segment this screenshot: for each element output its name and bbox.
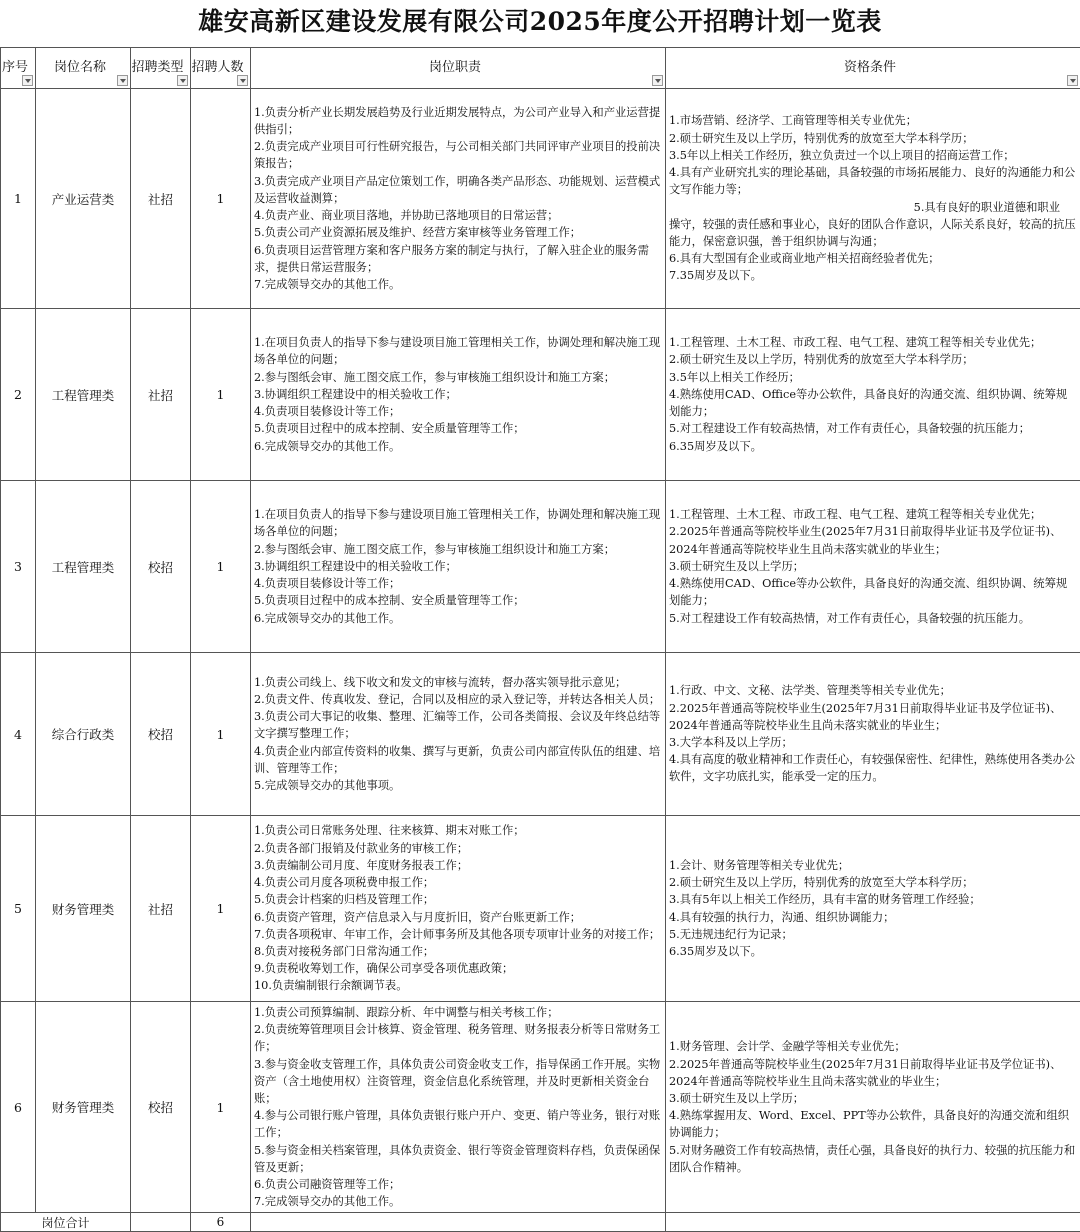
cell-no: 3 [1, 481, 36, 653]
qual-line: 1.工程管理、土木工程、市政工程、电气工程、建筑工程等相关专业优先； [669, 506, 1078, 523]
duty-line: 4.负责公司月度各项税费申报工作； [254, 874, 663, 891]
duty-line: 2.负责统筹管理项目会计核算、资金管理、税务管理、财务报表分析等日常财务工作； [254, 1021, 663, 1055]
duty-line: 5.负责项目过程中的成本控制、安全质量管理等工作； [254, 420, 663, 437]
cell-no: 2 [1, 309, 36, 481]
table-row [1, 653, 1080, 816]
filter-dropdown-icon[interactable] [652, 75, 663, 86]
duty-line: 6.负责资产管理，资产信息录入与月度折旧，资产台账更新工作； [254, 909, 663, 926]
cell-duties [251, 89, 666, 309]
cell-duties [251, 1002, 666, 1213]
qual-line: 3.具有5年以上相关工作经历，具有丰富的财务管理工作经验； [669, 891, 1078, 908]
qual-line: 2.2025年普通高等院校毕业生(2025年7月31日前取得毕业证书及学位证书)、2024年普通高等院校毕业生且尚未落实就业的毕业生； [669, 700, 1078, 734]
duty-line: 4.负责产业、商业项目落地，并协助已落地项目的日常运营； [254, 207, 663, 224]
duty-line: 7.负责各项税审、年审工作，会计师事务所及其他各项专项审计业务的对接工作； [254, 926, 663, 943]
cell-quals [666, 481, 1080, 653]
qual-line: 2.2025年普通高等院校毕业生(2025年7月31日前取得毕业证书及学位证书)、2024年普通高等院校毕业生且尚未落实就业的毕业生； [669, 1056, 1078, 1090]
header-quals-label: 资格条件 [666, 48, 1080, 88]
duty-line: 3.协调组织工程建设中的相关验收工作； [254, 386, 663, 403]
qual-line: 6.35周岁及以下。 [669, 943, 1078, 960]
duty-line: 5.负责项目过程中的成本控制、安全质量管理等工作； [254, 592, 663, 609]
header-no-label: 序号 [1, 48, 35, 88]
cell-no: 5 [1, 816, 36, 1002]
cell-quals [666, 816, 1080, 1002]
header-quals [666, 48, 1080, 89]
cell-type: 校招 [131, 653, 191, 816]
duty-line: 7.完成领导交办的其他工作。 [254, 276, 663, 293]
header-row [1, 48, 1080, 89]
header-duties-label: 岗位职责 [251, 48, 665, 88]
duty-line: 2.负责完成产业项目可行性研究报告，与公司相关部门共同评审产业项目的投前决策报告； [254, 138, 663, 172]
duty-line: 3.负责编制公司月度、年度财务报表工作； [254, 857, 663, 874]
qual-line: 7.35周岁及以下。 [669, 267, 1078, 284]
header-no [1, 48, 36, 89]
filter-dropdown-icon[interactable] [177, 75, 188, 86]
duty-line: 4.负责项目装修设计等工作； [254, 575, 663, 592]
qual-line: 3.大学本科及以上学历； [669, 734, 1078, 751]
cell-duties [251, 309, 666, 481]
duty-line: 3.负责完成产业项目产品定位策划工作，明确各类产品形态、功能规划、运营模式及运营收益测算； [254, 173, 663, 207]
duty-line: 2.参与图纸会审、施工图交底工作，参与审核施工组织设计和施工方案； [254, 541, 663, 558]
duty-line: 4.负责企业内部宣传资料的收集、撰写与更新，负责公司内部宣传队伍的组建、培训、管理等工作； [254, 743, 663, 777]
qual-line: 5.无违规违纪行为记录； [669, 926, 1078, 943]
qual-line: 3.5年以上相关工作经历； [669, 369, 1078, 386]
qual-line: 1.行政、中文、文秘、法学类、管理类等相关专业优先； [669, 682, 1078, 699]
cell-name: 工程管理类 [36, 309, 131, 481]
cell-name: 财务管理类 [36, 816, 131, 1002]
qual-line: 3.硕士研究生及以上学历； [669, 558, 1078, 575]
total-empty-quals [666, 1213, 1080, 1232]
cell-name: 工程管理类 [36, 481, 131, 653]
filter-dropdown-icon[interactable] [237, 75, 248, 86]
duty-line: 6.完成领导交办的其他工作。 [254, 438, 663, 455]
cell-count: 1 [191, 1002, 251, 1213]
duty-line: 5.负责公司产业资源拓展及维护、经营方案审核等业务管理工作； [254, 224, 663, 241]
duty-line: 3.协调组织工程建设中的相关验收工作； [254, 558, 663, 575]
cell-count: 1 [191, 816, 251, 1002]
cell-count: 1 [191, 309, 251, 481]
qual-line: 2.2025年普通高等院校毕业生(2025年7月31日前取得毕业证书及学位证书)、2024年普通高等院校毕业生且尚未落实就业的毕业生； [669, 523, 1078, 557]
qual-line: 5.具有良好的职业道德和职业 [669, 199, 1078, 216]
header-type-label: 招聘类型 [131, 48, 190, 88]
header-duties [251, 48, 666, 89]
qual-line: 3.硕士研究生及以上学历； [669, 1090, 1078, 1107]
qual-line: 1.市场营销、经济学、工商管理等相关专业优先； [669, 112, 1078, 129]
total-spacer [131, 1213, 191, 1232]
total-count: 6 [191, 1213, 251, 1232]
qual-line: 5.对工程建设工作有较高热情，对工作有责任心，具备较强的抗压能力； [669, 420, 1078, 437]
qual-line: 4.熟练掌握用友、Word、Excel、PPT等办公软件，具备良好的沟通交流和组织协调能力； [669, 1107, 1078, 1141]
cell-count: 1 [191, 89, 251, 309]
qual-line: 6.35周岁及以下。 [669, 438, 1078, 455]
duty-line: 1.负责分析产业长期发展趋势及行业近期发展特点，为公司产业导入和产业运营提供指引； [254, 104, 663, 138]
duty-line: 4.负责项目装修设计等工作； [254, 403, 663, 420]
duty-line: 1.负责公司线上、线下收文和发文的审核与流转，督办落实领导批示意见； [254, 674, 663, 691]
total-empty-duties [251, 1213, 666, 1232]
qual-line: 2.硕士研究生及以上学历，特别优秀的放宽至大学本科学历； [669, 874, 1078, 891]
cell-count: 1 [191, 653, 251, 816]
qual-line: 1.会计、财务管理等相关专业优先； [669, 857, 1078, 874]
cell-duties [251, 481, 666, 653]
qual-line: 1.财务管理、会计学、金融学等相关专业优先； [669, 1038, 1078, 1055]
filter-dropdown-icon[interactable] [117, 75, 128, 86]
header-type [131, 48, 191, 89]
duty-line: 2.负责各部门报销及付款业务的审核工作； [254, 840, 663, 857]
recruitment-plan-table [0, 47, 1080, 1232]
cell-type: 校招 [131, 481, 191, 653]
total-label: 岗位合计 [1, 1213, 131, 1232]
duty-line: 5.完成领导交办的其他事项。 [254, 777, 663, 794]
duty-line: 1.在项目负责人的指导下参与建设项目施工管理相关工作，协调处理和解决施工现场各单位的问题； [254, 334, 663, 368]
cell-name: 综合行政类 [36, 653, 131, 816]
qual-line: 操守，较强的责任感和事业心，良好的团队合作意识，人际关系良好，较高的抗压能力，保密意识强，善于组织协调与沟通； [669, 216, 1078, 250]
duty-line: 6.完成领导交办的其他工作。 [254, 610, 663, 627]
qual-line: 2.硕士研究生及以上学历，特别优秀的放宽至大学本科学历； [669, 130, 1078, 147]
cell-quals [666, 89, 1080, 309]
duty-line: 10.负责编制银行余额调节表。 [254, 977, 663, 994]
header-name [36, 48, 131, 89]
cell-duties [251, 653, 666, 816]
duty-line: 3.负责公司大事记的收集、整理、汇编等工作，公司各类简报、会议及年终总结等文字撰写整理工作； [254, 708, 663, 742]
duty-line: 1.负责公司预算编制、跟踪分析、年中调整与相关考核工作； [254, 1004, 663, 1021]
cell-no: 4 [1, 653, 36, 816]
qual-line: 4.熟练使用CAD、Office等办公软件，具备良好的沟通交流、组织协调、统筹规划能力； [669, 575, 1078, 609]
table-row [1, 481, 1080, 653]
cell-type: 社招 [131, 89, 191, 309]
duty-line: 1.负责公司日常账务处理、往来核算、期末对账工作； [254, 822, 663, 839]
qual-line: 6.具有大型国有企业或商业地产相关招商经验者优先； [669, 250, 1078, 267]
cell-no: 1 [1, 89, 36, 309]
page-title: 雄安高新区建设发展有限公司2025年度公开招聘计划一览表 [0, 0, 1080, 44]
cell-quals [666, 653, 1080, 816]
qual-line: 1.工程管理、土木工程、市政工程、电气工程、建筑工程等相关专业优先； [669, 334, 1078, 351]
qual-line: 3.5年以上相关工作经历，独立负责过一个以上项目的招商运营工作； [669, 147, 1078, 164]
table-row [1, 89, 1080, 309]
cell-no: 6 [1, 1002, 36, 1213]
qual-line: 4.熟练使用CAD、Office等办公软件，具备良好的沟通交流、组织协调、统筹规划能力； [669, 386, 1078, 420]
duty-line: 9.负责税收筹划工作，确保公司享受各项优惠政策； [254, 960, 663, 977]
cell-duties [251, 816, 666, 1002]
duty-line: 6.负责公司融资管理等工作； [254, 1176, 663, 1193]
filter-dropdown-icon[interactable] [22, 75, 33, 86]
cell-name: 财务管理类 [36, 1002, 131, 1213]
cell-quals [666, 1002, 1080, 1213]
duty-line: 5.负责会计档案的归档及管理工作； [254, 891, 663, 908]
table-row [1, 1002, 1080, 1213]
qual-line: 5.对工程建设工作有较高热情，对工作有责任心，具备较强的抗压能力。 [669, 610, 1078, 627]
cell-count: 1 [191, 481, 251, 653]
qual-line: 4.具有高度的敬业精神和工作责任心，有较强保密性、纪律性，熟练使用各类办公软件，文字功底扎实，能承受一定的压力。 [669, 751, 1078, 785]
duty-line: 4.参与公司银行账户管理，具体负责银行账户开户、变更、销户等业务，银行对账工作； [254, 1107, 663, 1141]
duty-line: 3.参与资金收支管理工作，具体负责公司资金收支工作，指导保函工作开展。实物资产（含土地使用权）注资管理，资金信息化系统管理，并及时更新相关资金台账； [254, 1056, 663, 1108]
cell-quals [666, 309, 1080, 481]
header-name-label: 岗位名称 [36, 48, 130, 88]
cell-name: 产业运营类 [36, 89, 131, 309]
header-count [191, 48, 251, 89]
filter-dropdown-icon[interactable] [1067, 75, 1078, 86]
duty-line: 8.负责对接税务部门日常沟通工作； [254, 943, 663, 960]
header-count-label: 招聘人数 [191, 48, 250, 88]
duty-line: 2.负责文件、传真收发、登记，合同以及相应的录入登记等，并转达各相关人员； [254, 691, 663, 708]
cell-type: 社招 [131, 309, 191, 481]
total-row [1, 1213, 1080, 1232]
duty-line: 2.参与图纸会审、施工图交底工作，参与审核施工组织设计和施工方案； [254, 369, 663, 386]
table-row [1, 309, 1080, 481]
qual-line: 5.对财务融资工作有较高热情，责任心强，具备良好的执行力、较强的抗压能力和团队合作精神。 [669, 1142, 1078, 1176]
qual-line: 4.具有较强的执行力，沟通、组织协调能力； [669, 909, 1078, 926]
table-row [1, 816, 1080, 1002]
duty-line: 7.完成领导交办的其他工作。 [254, 1193, 663, 1210]
duty-line: 6.负责项目运营管理方案和客户服务方案的制定与执行，了解入驻企业的服务需求，提供日常运营服务； [254, 242, 663, 276]
duty-line: 5.参与资金相关档案管理，具体负责资金、银行等资金管理资料存档，负责保函保管及更新； [254, 1142, 663, 1176]
qual-line: 2.硕士研究生及以上学历，特别优秀的放宽至大学本科学历； [669, 351, 1078, 368]
cell-type: 校招 [131, 1002, 191, 1213]
duty-line: 1.在项目负责人的指导下参与建设项目施工管理相关工作，协调处理和解决施工现场各单位的问题； [254, 506, 663, 540]
cell-type: 社招 [131, 816, 191, 1002]
qual-line: 4.具有产业研究扎实的理论基础，具备较强的市场拓展能力、良好的沟通能力和公文写作能力等； [669, 164, 1078, 198]
